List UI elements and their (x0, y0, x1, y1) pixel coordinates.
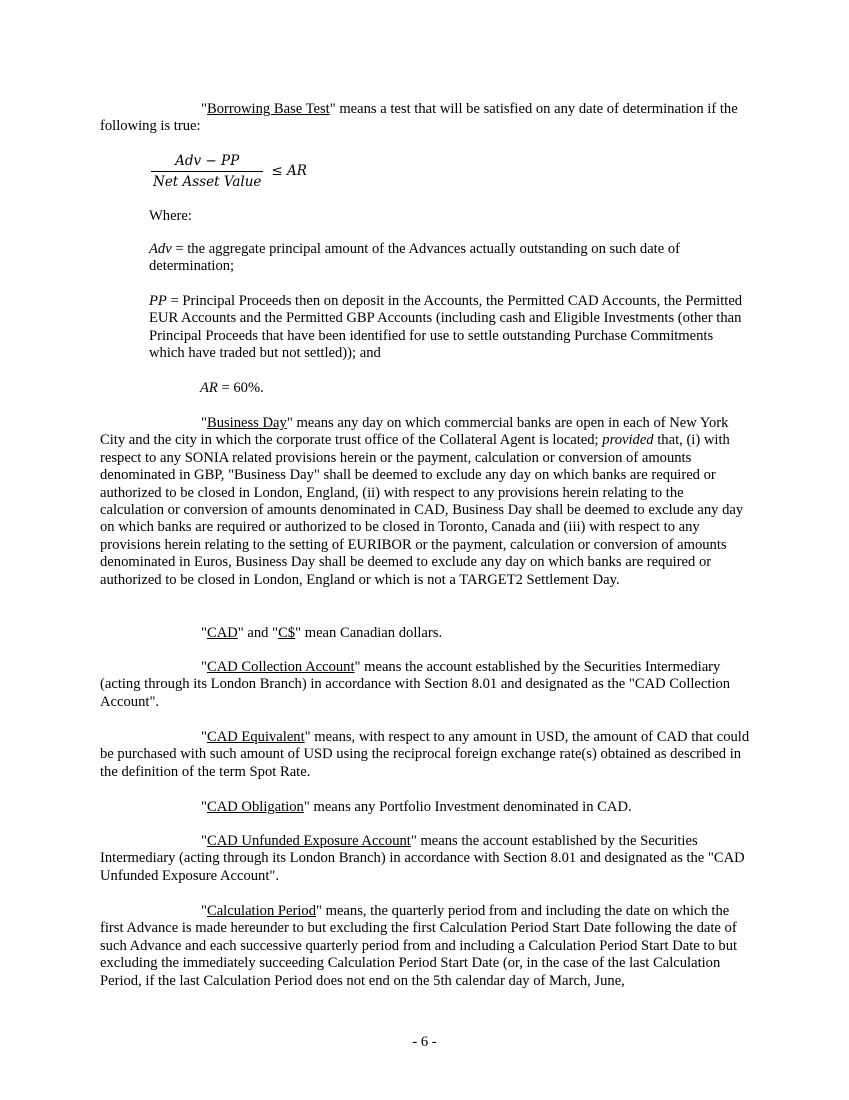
definition-calculation-period: "Calculation Period" means, the quarterly period from and including the date on which the first Advance is made hereunder to but excluding the first Calculation Period Start Date following the date of such Advance and each successive quarterly period from and including a Calculation Period Start Date to but excluding the immediately succeeding Calculation Period Start Date (or, in the case of the last Calculation Period, if the last Calculation Period does not end on the 5th calendar day of March, June, (100, 903, 738, 989)
formula-fraction (149, 153, 265, 190)
definition-cad-equivalent: "CAD Equivalent" means, with respect to any amount in USD, the amount of CAD that could be purchased with such amount of USD using the reciprocal foreign exchange rate(s) obtained as described in the definition of the term Spot Rate. (100, 729, 750, 780)
defined-term: CAD Equivalent (206, 729, 305, 745)
page-number: - 6 - (412, 1034, 437, 1050)
defined-term: Business Day (206, 415, 287, 431)
formula-relation: ≤ AR (271, 162, 307, 179)
defined-term: Calculation Period (206, 903, 316, 919)
definition-borrowing-base-test: "Borrowing Base Test" means a test that will be satisfied on any date of determination if the following is true: (100, 101, 738, 135)
definition-business-day: "Business Day" means any day on which commercial banks are open in each of New York City and the city in which the corporate trust office of the Collateral Agent is located; provided that, (i) with respect to any SONIA related provisions herein or the payment, calculation or conversion of amounts denominated in GBP, "Business Day" shall be deemed to exclude any day on which banks are required or authorized to be closed in London, England, (ii) with respect to any provisions herein relating to the calculation or conversion of amounts denominated in CAD, Business Day shall be deemed to exclude any day on which banks are required or authorized to be closed in Toronto, Canada and (iii) with respect to any provisions herein relating to the setting of EURIBOR or the payment, calculation or conversion of amounts denominated in Euros, Business Day shall be deemed to exclude any day on which banks are required or authorized to be closed in London, England or which is not a TARGET2 Settlement Day. (100, 415, 744, 588)
definition-cad-obligation: "CAD Obligation" means any Portfolio Investment denominated in CAD. (201, 799, 632, 815)
defined-term: CAD Collection Account (206, 659, 355, 675)
where-label: Where: (149, 208, 192, 224)
defined-term: CAD Unfunded Exposure Account (206, 833, 411, 849)
pp-definition: PP = Principal Proceeds then on deposit in the Accounts, the Permitted CAD Accounts, the Permitted EUR Accounts and the Permitted GBP Accounts (including cash and Eligible Investments (other than Principal Proceeds that have been identified for use to settle outstanding Purchase Commitments which have traded but not settled)); and (149, 293, 743, 362)
defined-term: CAD Obligation (206, 799, 304, 815)
definition-cad-collection-account: "CAD Collection Account" means the account established by the Securities Intermediary (acting through its London Branch) in accordance with Section 8.01 and designated as the "CAD Collection Account". (100, 659, 731, 710)
defined-term: CAD (206, 625, 238, 641)
adv-definition: Adv = the aggregate principal amount of the Advances actually outstanding on such date of determination; (149, 241, 681, 275)
definition-cad: "CAD" and "C$" mean Canadian dollars. (201, 625, 443, 641)
defined-term: C$ (278, 625, 296, 641)
formula-denominator: Net Asset Value (153, 174, 262, 190)
defined-term: Borrowing Base Test (206, 101, 330, 117)
formula-numerator: Adv − PP (175, 153, 240, 169)
borrowing-base-formula (149, 153, 307, 190)
ar-definition: AR = 60%. (200, 380, 264, 396)
definition-cad-unfunded-exposure-account: "CAD Unfunded Exposure Account" means the account established by the Securities Intermediary (acting through its London Branch) in accordance with Section 8.01 and designated as the "CAD Unfunded Exposure Account". (100, 833, 745, 884)
